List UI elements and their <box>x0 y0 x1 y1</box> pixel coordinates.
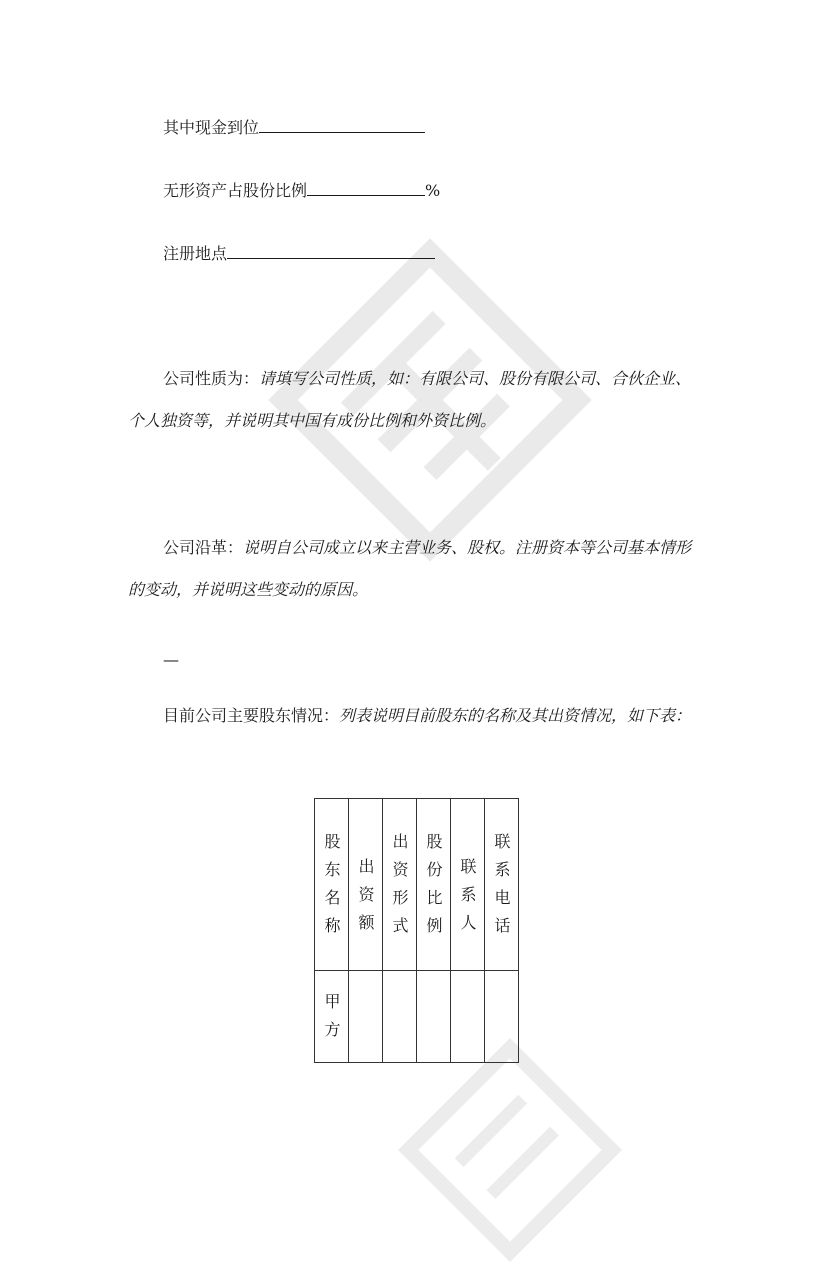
table-cell[interactable] <box>349 971 383 1063</box>
table-cell[interactable] <box>451 971 485 1063</box>
history-text: 说明自公司成立以来主营业务、股权。注册资本等公司基本情形的变动，并说明这些变动的原因。 <box>128 538 692 599</box>
intangible-blank[interactable] <box>307 177 425 196</box>
table-row <box>315 971 519 1063</box>
company-nature-paragraph <box>128 358 698 442</box>
shareholders-label: 目前公司主要股东情况： <box>163 706 340 725</box>
percent-unit: % <box>425 181 441 200</box>
shareholders-paragraph <box>128 695 698 737</box>
shareholders-text: 列表说明目前股东的名称及其出资情况，如下表： <box>339 706 692 725</box>
table-header-cell: 股份比例 <box>417 799 451 971</box>
table-header-cell: 出资额 <box>349 799 383 971</box>
table-header-cell: 联系电话 <box>485 799 519 971</box>
dash-mark: — <box>163 650 179 669</box>
intangible-field <box>163 177 440 202</box>
table-header-row <box>315 799 519 971</box>
table-header-cell: 出资形式 <box>383 799 417 971</box>
cash-blank[interactable] <box>259 114 425 133</box>
history-label: 公司沿革： <box>163 538 244 557</box>
table-cell[interactable] <box>383 971 417 1063</box>
address-field <box>163 240 435 265</box>
nature-label: 公司性质为： <box>163 369 260 388</box>
company-history-paragraph <box>128 527 698 611</box>
intangible-label: 无形资产占股份比例 <box>163 181 308 200</box>
shareholders-table <box>314 798 519 1063</box>
address-blank[interactable] <box>227 240 435 259</box>
table-cell[interactable] <box>417 971 451 1063</box>
table-header-cell: 股东名称 <box>315 799 349 971</box>
table-header-cell: 联系人 <box>451 799 485 971</box>
table-cell[interactable] <box>485 971 519 1063</box>
address-label: 注册地点 <box>163 244 228 263</box>
cash-field <box>163 114 425 139</box>
table-cell: 甲方 <box>315 971 349 1063</box>
cash-label: 其中现金到位 <box>163 118 260 137</box>
nature-text: 请填写公司性质，如：有限公司、股份有限公司、合伙企业、个人独资等，并说明其中国有成份比例和外资比例。 <box>128 369 692 430</box>
